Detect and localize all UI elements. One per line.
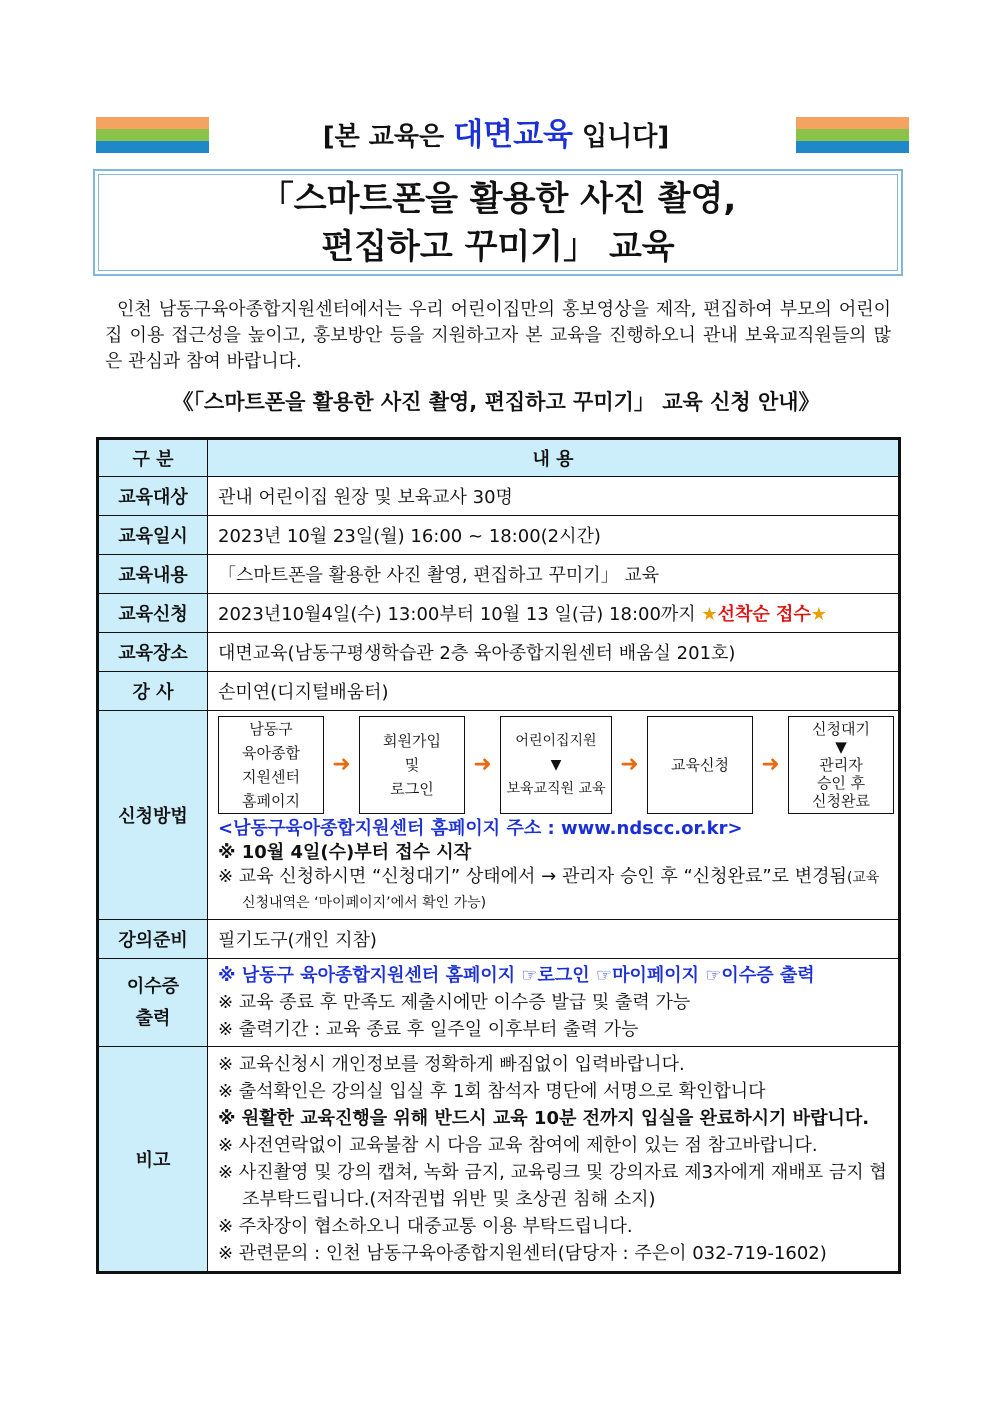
notice-suffix: 입니다] <box>582 122 670 152</box>
table-row <box>98 1047 900 1273</box>
flow-step-menu: 어린이집지원 ▼ 보육교직원 교육 <box>500 716 612 814</box>
remark-item: ※ 관련문의 : 인천 남동구육아종합지원센터(담당자 : 주은이 032-719-1602) <box>218 1243 827 1264</box>
table-row <box>98 633 900 672</box>
first-come-badge: 선착순 접수 <box>717 604 811 625</box>
cert-period: ※ 출력기간 : 교육 종료 후 일주일 이후부터 출력 가능 <box>218 1019 639 1040</box>
section-subtitle: 《「스마트폰을 활용한 사진 촬영, 편집하고 꾸미기」 교육 신청 안내》 <box>172 390 820 414</box>
remark-item: ※ 교육신청시 개인정보를 정확하게 빠짐없이 입력바랍니다. <box>218 1054 685 1075</box>
cert-condition: ※ 교육 종료 후 만족도 제출시에만 이수증 발급 및 출력 가능 <box>218 992 691 1013</box>
table-row <box>98 711 900 920</box>
homepage-address: <남동구육아종합지원센터 홈페이지 주소 : www.ndscc.or.kr> <box>218 818 743 839</box>
remark-item: ※ 출석확인은 강의실 입실 후 1회 참석자 명단에 서명으로 확인합니다 <box>218 1081 766 1102</box>
row-label-instructor: 강 사 <box>98 672 208 711</box>
table-row <box>98 555 900 594</box>
remark-item: ※ 원활한 교육진행을 위해 반드시 교육 10분 전까지 입실을 완료하시기 바랍니다. <box>218 1108 870 1129</box>
arrow-right-icon: ➜ <box>473 752 492 777</box>
row-value-datetime: 2023년 10월 23일(월) 16:00 ~ 18:00(2시간) <box>208 516 900 555</box>
flow-step-approval: 신청대기 ▼ 관리자 승인 후 신청완료 <box>788 716 894 814</box>
row-value-apply <box>208 594 900 633</box>
notice-heading <box>0 108 992 164</box>
arrow-right-icon: ➜ <box>761 752 780 777</box>
row-label-target: 교육대상 <box>98 477 208 516</box>
star-icon: ★ <box>810 604 827 625</box>
cert-steps: ※ 남동구 육아종합지원센터 홈페이지 ☞로그인 ☞마이페이지 ☞이수증 출력 <box>218 965 815 986</box>
row-value-instructor: 손미연(디지털배움터) <box>208 672 900 711</box>
remark-item: ※ 사진촬영 및 강의 캡쳐, 녹화 금지, 교육링크 및 강의자료 제3자에게 재배포 금지 협조부탁드립니다.(저작권법 위반 및 초상권 침해 소지) <box>218 1162 887 1210</box>
row-value-remarks <box>208 1047 900 1273</box>
table-row <box>98 920 900 959</box>
table-row <box>98 672 900 711</box>
row-value-method <box>208 711 900 920</box>
arrow-right-icon: ➜ <box>332 752 351 777</box>
table-row <box>98 594 900 633</box>
table-row <box>98 516 900 555</box>
row-label-method: 신청방법 <box>98 711 208 920</box>
remark-item: ※ 주차장이 협소하오니 대중교통 이용 부탁드립니다. <box>218 1216 633 1237</box>
title-line-2: 편집하고 꾸미기」 교육 <box>321 226 675 267</box>
row-label-apply: 교육신청 <box>98 594 208 633</box>
header-col-content: 내 용 <box>208 439 900 477</box>
notice-prefix: [본 교육은 <box>322 122 445 152</box>
star-icon: ★ <box>701 604 718 625</box>
row-label-cert: 이수증 출력 <box>98 959 208 1047</box>
arrow-right-icon: ➜ <box>620 752 639 777</box>
row-value-prep: 필기도구(개인 지참) <box>208 920 900 959</box>
row-label-prep: 강의준비 <box>98 920 208 959</box>
notice-highlight: 대면교육 <box>453 117 573 153</box>
table-row <box>98 477 900 516</box>
title-line-1: 「스마트폰을 활용한 사진 촬영, <box>259 178 737 219</box>
apply-period: 2023년10월4일(수) 13:00부터 10월 13 일(금) 18:00까지 <box>218 604 696 625</box>
row-value-cert <box>208 959 900 1047</box>
table-row <box>98 959 900 1047</box>
intro-paragraph: 인천 남동구육아종합지원센터에서는 우리 어린이집만의 홍보영상을 제작, 편집하여 부모의 어린이집 이용 접근성을 높이고, 홍보방안 등을 지원하고자 본 교육을 진행하오니 관내 보육교직원들의 많은 관심과 참여 바랍니다. <box>105 299 891 372</box>
status-note: ※ 교육 신청하시면 “신청대기” 상태에서 → 관리자 승인 후 “신청완료”로 변경됨(교육 신청내역은 ‘마이페이지’에서 확인 가능) <box>218 866 880 911</box>
flow-step-login: 회원가입 및 로그인 <box>359 716 465 814</box>
apply-flow <box>218 711 894 813</box>
row-label-content: 교육내용 <box>98 555 208 594</box>
row-value-content: 「스마트폰을 활용한 사진 촬영, 편집하고 꾸미기」 교육 <box>208 555 900 594</box>
table-header-row <box>98 439 900 477</box>
row-value-target: 관내 어린이집 원장 및 보육교사 30명 <box>208 477 900 516</box>
row-value-place: 대면교육(남동구평생학습관 2층 육아종합지원센터 배움실 201호) <box>208 633 900 672</box>
row-label-remarks: 비고 <box>98 1047 208 1273</box>
flow-step-apply: 교육신청 <box>647 716 753 814</box>
flow-step-homepage: 남동구 육아종합 지원센터 홈페이지 <box>218 716 324 814</box>
title-box <box>93 169 903 276</box>
row-label-datetime: 교육일시 <box>98 516 208 555</box>
header-col-category: 구 분 <box>98 439 208 477</box>
row-label-place: 교육장소 <box>98 633 208 672</box>
remark-item: ※ 사전연락없이 교육불참 시 다음 교육 참여에 제한이 있는 점 참고바랍니다. <box>218 1135 818 1156</box>
start-notice: ※ 10월 4일(수)부터 접수 시작 <box>218 842 472 863</box>
info-table <box>96 437 901 1274</box>
